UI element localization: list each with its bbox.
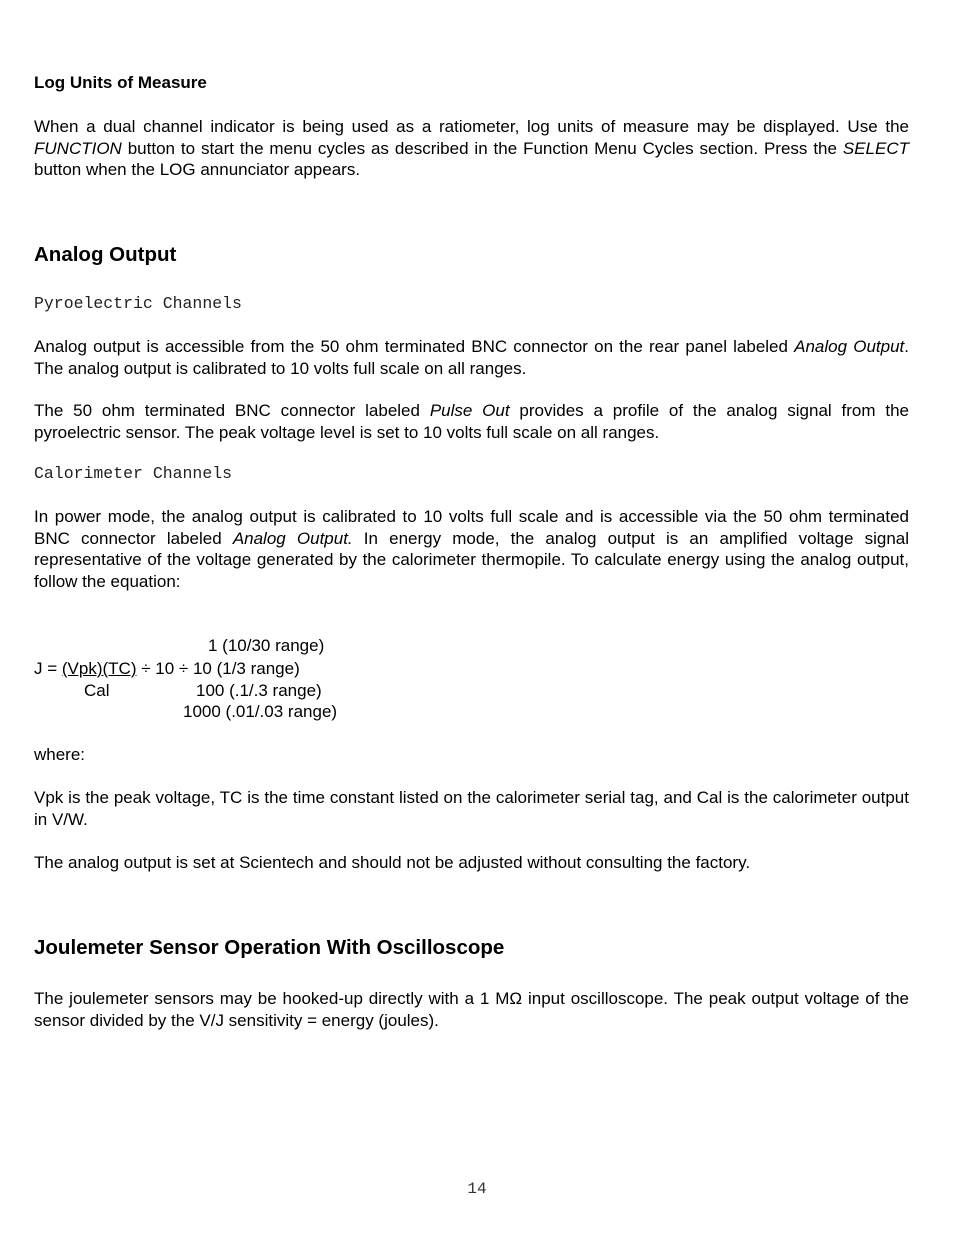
pyro-paragraph-1 <box>34 336 909 379</box>
equation-numerator: (Vpk)(TC) <box>61 659 137 678</box>
pyroelectric-channels-heading: Pyroelectric Channels <box>34 294 242 313</box>
text-run: provides a profile of the analog signal from the pyroelectric sensor. The peak voltage level is set to 10 volts full scale on all ranges. <box>34 401 910 442</box>
equation-range-10-30: 1 (10/30 range) <box>208 636 325 655</box>
text-run: The 50 ohm terminated BNC connector labeled <box>34 401 430 420</box>
analog-output-label: Analog Output <box>794 337 905 356</box>
pulse-out-label: Pulse Out <box>429 401 510 420</box>
function-button-label: FUNCTION <box>34 138 122 158</box>
text-run: Analog output is accessible from the 50 ohm terminated BNC connector on the rear panel labeled <box>34 337 795 356</box>
equation-range-1-3: 100 (.1/.3 range) <box>196 681 322 700</box>
log-units-heading: Log Units of Measure <box>34 73 207 92</box>
page-number: 14 <box>467 1180 487 1198</box>
analog-output-heading: Analog Output <box>34 243 177 266</box>
equation-range-01-03: 1000 (.01/.03 range) <box>183 702 338 721</box>
log-units-paragraph <box>34 116 909 181</box>
text-run: button to start the menu cycles as described in the Function Menu Cycles section. Press the <box>121 138 843 158</box>
joulemeter-paragraph: The joulemeter sensors may be hooked-up directly with a 1 MΩ input oscilloscope. The peak output voltage of the sensor divided by the V/J sensitivity = energy (joules). <box>34 989 909 1030</box>
text-run: In power mode, the analog output is calibrated to 10 volts full scale and is accessible via the 50 ohm terminated BNC connector labeled <box>34 507 909 548</box>
calorimeter-paragraph <box>34 506 909 592</box>
select-button-label: SELECT <box>842 138 909 158</box>
calorimeter-channels-heading: Calorimeter Channels <box>34 464 233 483</box>
analog-output-label: Analog Output. <box>232 528 353 548</box>
where-label: where: <box>34 745 86 764</box>
equation-prefix: J = <box>34 659 62 678</box>
equation-denominator: Cal <box>84 681 110 700</box>
definitions-paragraph: Vpk is the peak voltage, TC is the time constant listed on the calorimeter serial tag, and Cal is the calorimeter output in V/W. <box>34 788 909 829</box>
pyro-paragraph-2 <box>34 400 909 443</box>
text-run: button when the LOG annunciator appears. <box>34 160 361 179</box>
equation-main-line <box>34 658 300 679</box>
factory-note-paragraph: The analog output is set at Scientech and should not be adjusted without consulting the factory. <box>34 853 751 872</box>
equation-divisor: ÷ 10 ÷ 10 (1/3 range) <box>136 659 300 678</box>
joulemeter-heading: Joulemeter Sensor Operation With Oscilloscope <box>34 936 505 959</box>
text-run: In energy mode, the analog output is an amplified voltage signal representative of the voltage generated by the calorimeter thermopile. To calculate energy using the analog output, follow the equation: <box>34 528 910 591</box>
text-run: . The analog output is calibrated to 10 volts full scale on all ranges. <box>34 337 909 378</box>
text-run: When a dual channel indicator is being used as a ratiometer, log units of measure may be displayed. Use the <box>34 117 909 136</box>
